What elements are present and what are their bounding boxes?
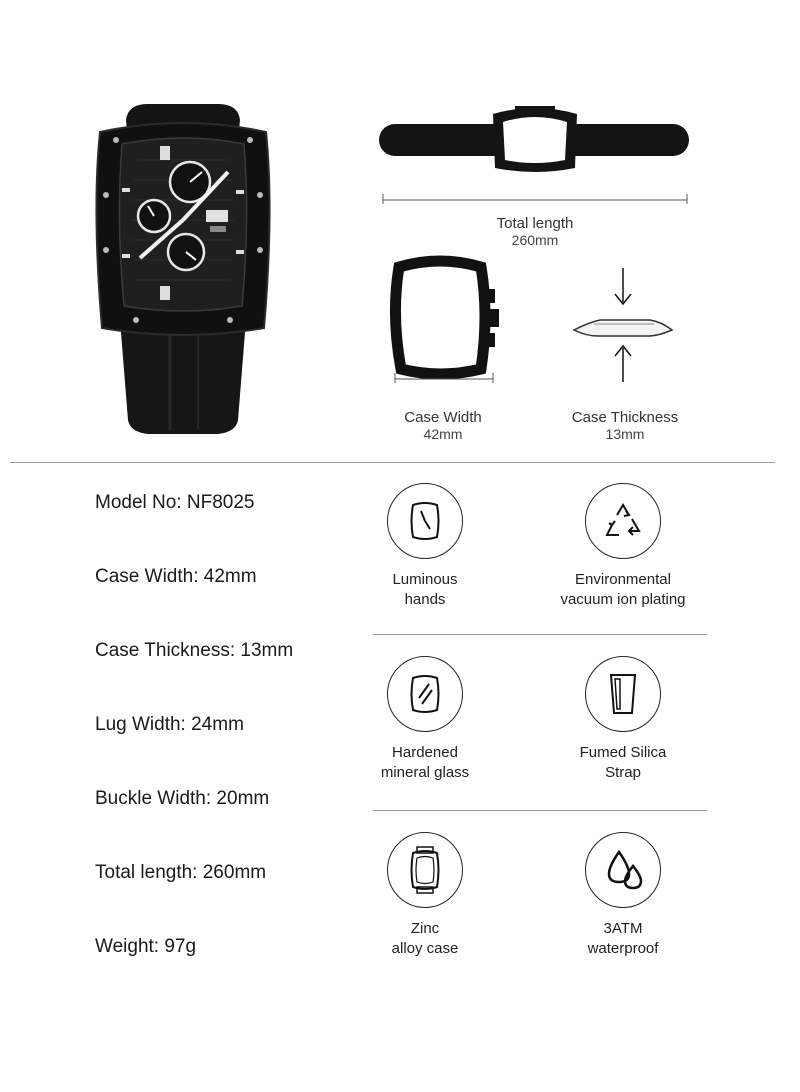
case-width-title: Case Width [404,409,482,426]
spec-case-thickness: Case Thickness: 13mm [95,640,294,661]
feature-waterproof [533,832,713,959]
feature-plating-line1: Environmental [575,571,671,588]
feature-zinc-case [335,832,515,959]
feature-glass-line2: mineral glass [380,764,470,781]
strap-length-diagram [375,100,693,210]
silica-strap-icon-circle [585,656,661,732]
spec-total-length: Total length: 260mm [95,862,267,883]
feature-zinc-line2: alloy case [391,940,459,957]
feature-mineral-glass [335,656,515,783]
total-length-label [460,215,610,249]
feature-divider-2 [373,810,707,811]
feature-strap-line2: Strap [605,764,641,781]
feature-luminous-line1: Luminous [392,571,458,588]
spec-lug-width: Lug Width: 24mm [95,714,244,735]
luminous-hands-icon [405,499,445,543]
feature-silica-strap [533,656,713,783]
total-length-value: 260mm [511,232,559,248]
watch-photo [78,100,288,445]
zinc-case-icon [405,845,445,895]
case-thickness-title: Case Thickness [571,409,679,426]
case-width-value: 42mm [423,426,463,442]
feature-luminous-hands [335,483,515,610]
feature-vacuum-ion-plating [533,483,713,610]
feature-strap-line1: Fumed Silica [579,744,667,761]
case-thickness-value: 13mm [605,426,645,442]
water-drops-icon [601,848,645,892]
case-thickness-label [555,409,695,443]
section-divider [10,462,775,463]
case-width-label [378,409,508,443]
feature-plating-line2: vacuum ion plating [560,591,686,608]
case-width-diagram [385,255,510,395]
feature-zinc-line1: Zinc [410,920,440,937]
spec-model-no: Model No: NF8025 [95,492,255,513]
feature-waterproof-line1: 3ATM [603,920,643,937]
mineral-glass-icon-circle [387,656,463,732]
feature-waterproof-line2: waterproof [587,940,659,957]
feature-luminous-line2: hands [404,591,446,608]
zinc-case-icon-circle [387,832,463,908]
mineral-glass-icon [405,672,445,716]
total-length-title: Total length [496,215,574,232]
water-drops-icon-circle [585,832,661,908]
feature-glass-line1: Hardened [392,744,458,761]
luminous-hands-icon-circle [387,483,463,559]
recycle-icon-circle [585,483,661,559]
feature-divider-1 [373,634,707,635]
recycle-icon [601,501,645,541]
silica-strap-icon [605,671,641,717]
spec-weight: Weight: 97g [95,936,197,957]
spec-buckle-width: Buckle Width: 20mm [95,788,270,809]
spec-case-width: Case Width: 42mm [95,566,257,587]
case-thickness-diagram [560,262,690,392]
